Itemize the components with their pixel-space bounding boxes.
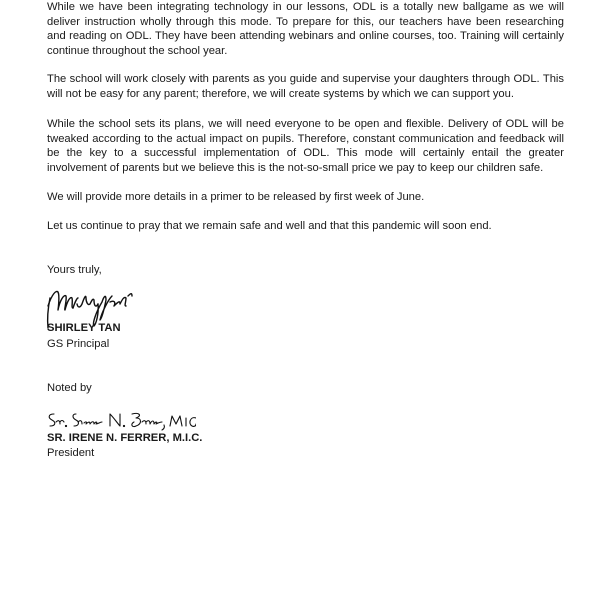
signatory-2-name: SR. IRENE N. FERRER, M.I.C.: [47, 432, 203, 444]
paragraph-5: Let us continue to pray that we remain safe and well and that this pandemic will soon end.: [47, 220, 492, 232]
signature-sr-irene-ferrer: [46, 410, 196, 432]
signatory-2-title: President: [47, 447, 95, 459]
signatory-1-name: SHIRLEY TAN: [47, 322, 121, 334]
paragraph-2: The school will work closely with parents as you guide and supervise your daughters through ODL. This will not be easy for any parent; therefore, we will create systems by which we can support you.: [47, 73, 564, 100]
signatory-1-title: GS Principal: [47, 338, 110, 350]
paragraph-1: While we have been integrating technology in our lessons, ODL is a totally new ballgame as we will deliver instruction wholly through this mode. To prepare for this, our teachers have been researching and reading on ODL. They have been attending webinars and online courses, too. Training will certainly continue throughout the school year.: [47, 1, 564, 57]
noted-by-label: Noted by: [47, 382, 92, 394]
paragraph-3: While the school sets its plans, we will need everyone to be open and flexible. Delivery of ODL will be tweaked according to the actual impact on pupils. Therefore, constant communication and feedback will be the key to a successful implementation of ODL. This mode will certainly entail the greater involvement of parents but we believe this is the not-so-small price we pay to keep our children safe.: [47, 118, 564, 174]
paragraph-4: We will provide more details in a primer to be released by first week of June.: [47, 191, 425, 203]
closing: Yours truly,: [47, 264, 102, 276]
